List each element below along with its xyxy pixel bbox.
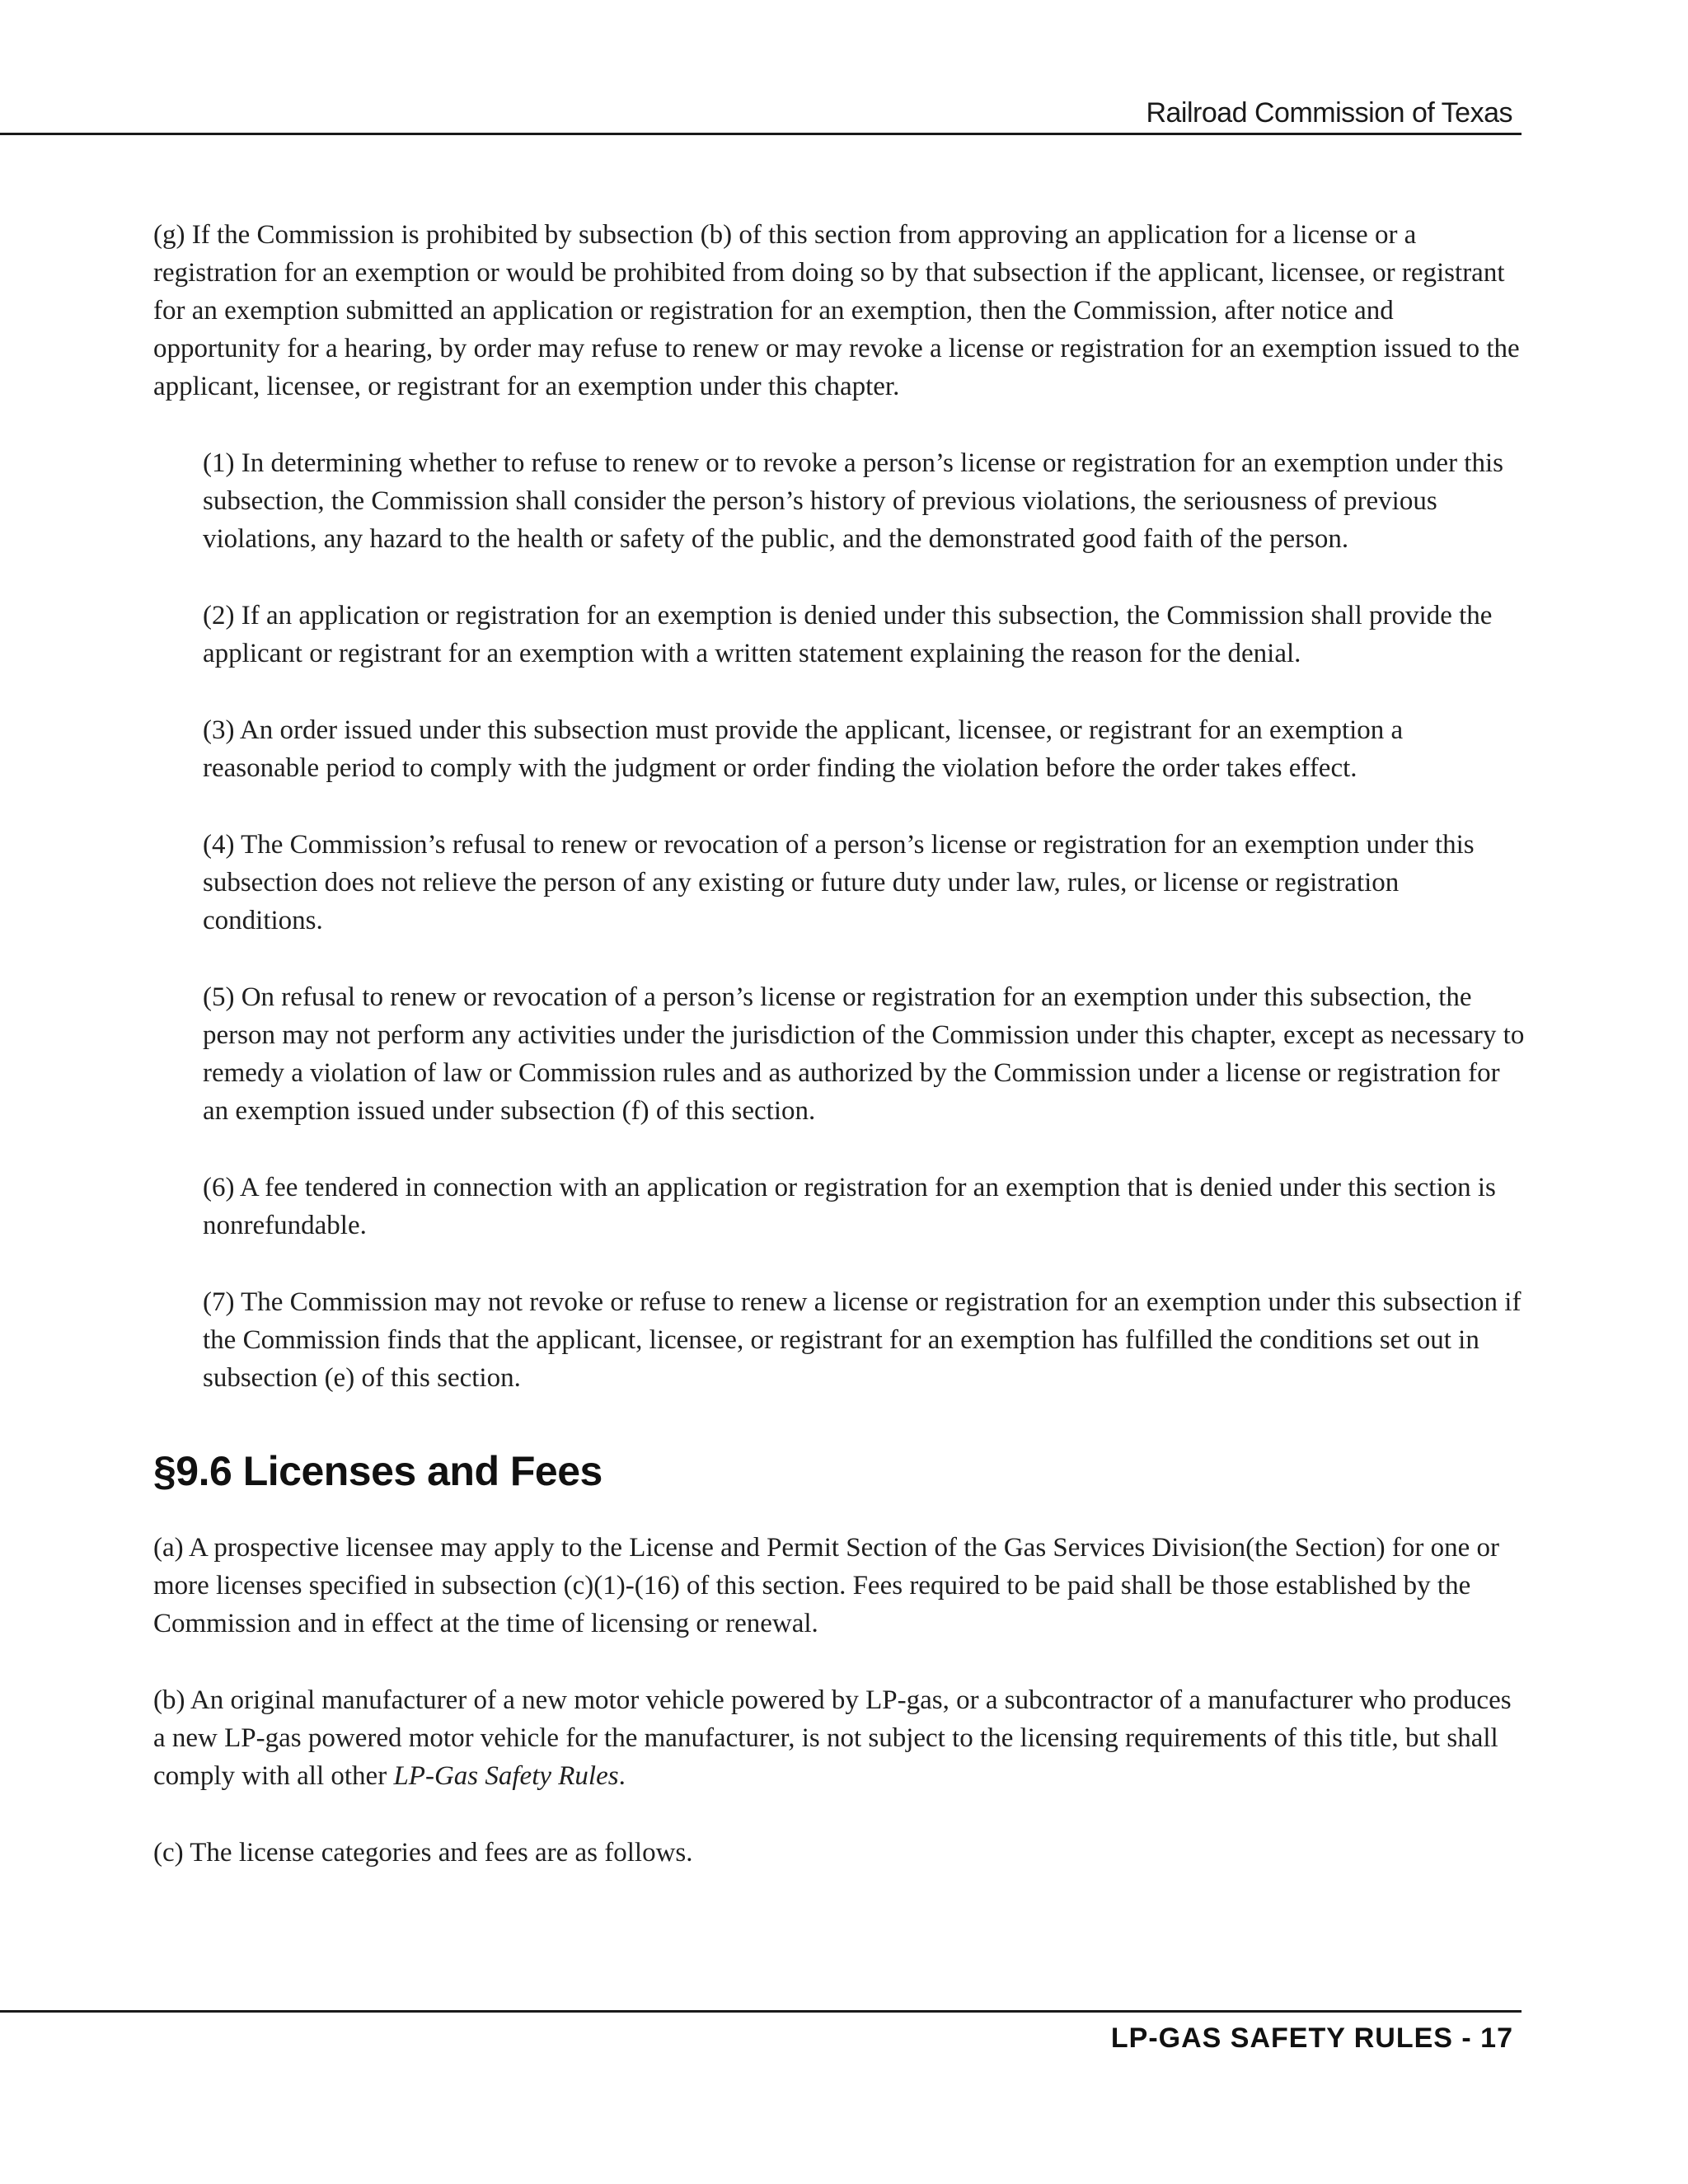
paragraph-b bbox=[153, 1681, 1526, 1795]
sub-item-7: (7) The Commission may not revoke or refuse to renew a license or registration for an exemption under this subsection if the Commission finds that the applicant, licensee, or registrant for an exemption has fulfilled the conditions set out in subsection (e) of this section. bbox=[203, 1287, 1522, 1393]
sub-item-3: (3) An order issued under this subsection must provide the applicant, licensee, or registrant for an exemption a reasonable period to comply with the judgment or order finding the violation before the order takes effect. bbox=[203, 715, 1404, 783]
page-content bbox=[153, 216, 1526, 1910]
sub-item-6: (6) A fee tendered in connection with an application or registration for an exemption that is denied under this section is nonrefundable. bbox=[203, 1173, 1496, 1240]
running-footer: LP-GAS SAFETY RULES - 17 bbox=[1110, 2022, 1513, 2054]
section-heading: §9.6 Licenses and Fees bbox=[153, 1448, 603, 1494]
running-header: Railroad Commission of Texas bbox=[1146, 97, 1512, 129]
sub-item-5: (5) On refusal to renew or revocation of a person’s license or registration for an exemption under this subsection, the person may not perform any activities under the jurisdiction of the Commission under this chapter, except as necessary to remedy a violation of law or Commission rules and as authorized by the Commission under a license or registration for an exemption issued under subsection (f) of this section. bbox=[203, 982, 1525, 1126]
sub-item-4: (4) The Commission’s refusal to renew or revocation of a person’s license or registration for an exemption under this subsection does not relieve the person of any existing or future duty under law, rules, or license or registration conditions. bbox=[203, 830, 1475, 935]
paragraph-g: (g) If the Commission is prohibited by subsection (b) of this section from approving an application for a license or a registration for an exemption or would be prohibited from doing so by that subsection if the applicant, licensee, or registrant for an exemption submitted an application or registration for an exemption, then the Commission, after notice and opportunity for a hearing, by order may refuse to renew or may revoke a license or registration for an exemption issued to the applicant, licensee, or registrant for an exemption under this chapter. bbox=[153, 220, 1520, 401]
paragraph-b-italic-title: LP-Gas Safety Rules bbox=[393, 1761, 619, 1791]
sub-item-1: (1) In determining whether to refuse to renew or to revoke a person’s license or registration for an exemption under this subsection, the Commission shall consider the person’s history of previous violations, the seriousness of previous violations, any hazard to the health or safety of the public, and the demonstrated good faith of the person. bbox=[203, 448, 1503, 554]
sub-item-2: (2) If an application or registration for an exemption is denied under this subsection, the Commission shall provide the applicant or registrant for an exemption with a written statement explaining the reason for the denial. bbox=[203, 601, 1493, 668]
header-rule bbox=[0, 133, 1522, 135]
paragraph-a: (a) A prospective licensee may apply to the License and Permit Section of the Gas Services Division(the Section) for one or more licenses specified in subsection (c)(1)-(16) of this section. Fees required to be paid shall be those established by the Commission and in effect at the time of licensing or renewal. bbox=[153, 1533, 1500, 1638]
paragraph-c: (c) The license categories and fees are as follows. bbox=[153, 1838, 693, 1868]
footer-rule bbox=[0, 2010, 1522, 2013]
paragraph-b-text: (b) An original manufacturer of a new motor vehicle powered by LP-gas, or a subcontractor of a manufacturer who produces a new LP-gas powered motor vehicle for the manufacturer, is not subject to the licensing requirements of this title, but shall comply with all other bbox=[153, 1685, 1512, 1791]
paragraph-b-end: . bbox=[618, 1761, 626, 1791]
